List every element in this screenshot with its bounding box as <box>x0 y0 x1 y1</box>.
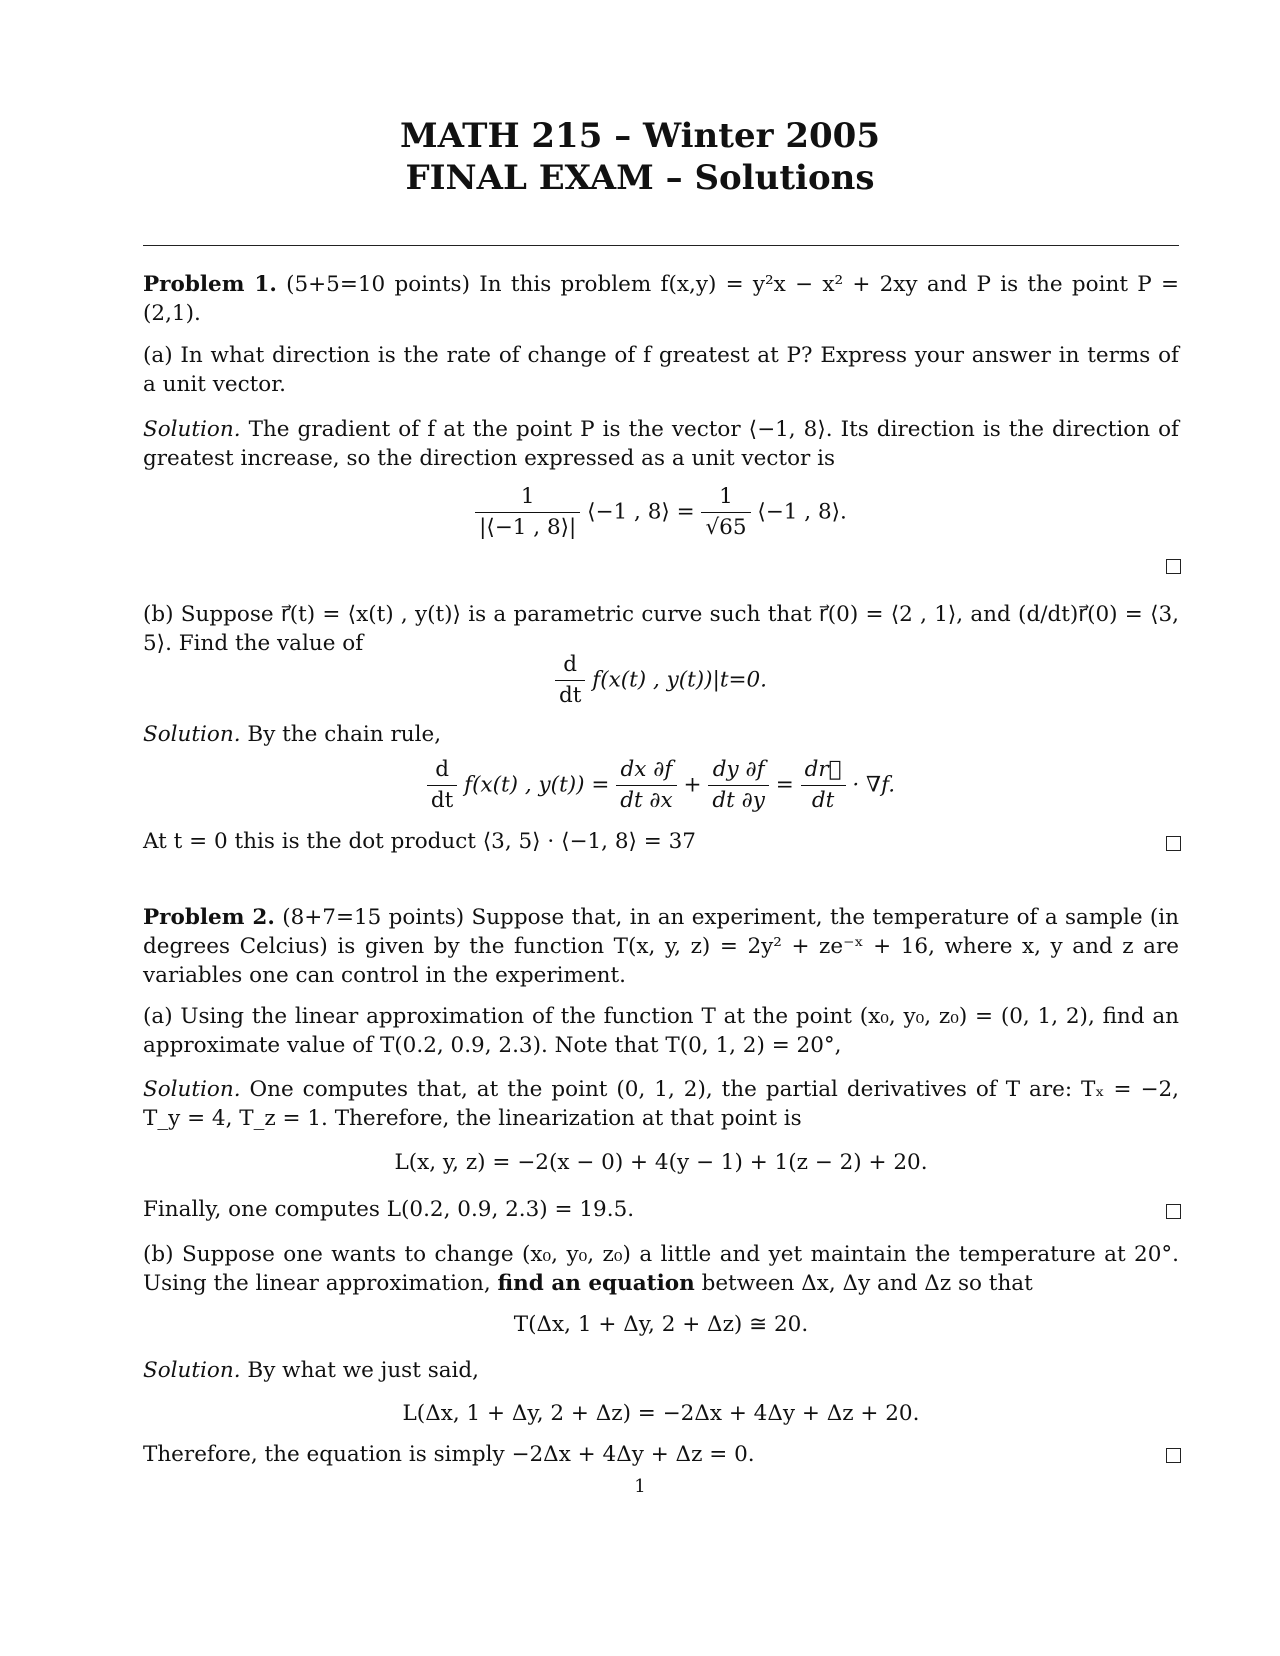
equation-linear-delta: L(Δx, 1 + Δy, 2 + Δz) = −2Δx + 4Δy + Δz + 20. <box>402 1401 920 1426</box>
problem-1a-question: (a) In what direction is the rate of change of f greatest at P? Express your answer in terms of a unit vector. <box>143 343 1179 397</box>
problem-2a-result: Finally, one computes L(0.2, 0.9, 2.3) = 19.5. <box>143 1197 635 1222</box>
solution-1a-text: The gradient of f at the point P is the vector ⟨−1, 8⟩. Its direction is the direction of greatest increase, so the direction expressed as a unit vector is <box>143 417 1179 471</box>
qed-box <box>1166 1448 1181 1463</box>
problem-1-statement: (5+5=10 points) In this problem f(x,y) = y²x − x² + 2xy and P is the point P = (2,1). <box>143 272 1179 326</box>
solution-label: Solution. <box>143 1358 241 1383</box>
problem-1-heading: Problem 1. <box>143 272 277 297</box>
equation-temperature-condition: T(Δx, 1 + Δy, 2 + Δz) ≅ 20. <box>513 1312 809 1337</box>
problem-1-intro <box>143 270 1179 328</box>
fraction-2: $\frac{1}{√65}$ <box>701 482 750 543</box>
equation-chain-rule: $\frac{d}{dt}$ f(x(t) , y(t)) = $\frac{dx \partial f}{dt \partial x}$ + $\frac{dy \partial f}{dt \partial y}$ = $\frac{dr⃗}{dt}$ · ∇f. <box>143 755 1179 816</box>
header-divider <box>143 245 1179 246</box>
problem-2b-result: Therefore, the equation is simply −2Δx + 4Δy + Δz = 0. <box>143 1442 755 1467</box>
problem-2-heading: Problem 2. <box>143 905 275 930</box>
solution-label: Solution. <box>143 1077 241 1102</box>
problem-2-intro <box>143 903 1179 990</box>
title-line-2: FINAL EXAM – Solutions <box>405 158 875 198</box>
problem-1b-result: At t = 0 this is the dot product ⟨3, 5⟩ · ⟨−1, 8⟩ = 37 <box>143 829 696 854</box>
solution-label: Solution. <box>143 417 241 442</box>
problem-1b-solution: Solution. By the chain rule, <box>143 722 442 747</box>
solution-label: Solution. <box>143 722 241 747</box>
equation-linearization: L(x, y, z) = −2(x − 0) + 4(y − 1) + 1(z − 2) + 20. <box>394 1150 928 1175</box>
problem-1a-solution <box>143 415 1179 473</box>
problem-2a-question: (a) Using the linear approximation of the function T at the point (x₀, y₀, z₀) = (0, 1, 2), find an approximate value of T(0.2, 0.9, 2.3). Note that T(0, 1, 2) = 20°, <box>143 1004 1179 1058</box>
problem-2-statement: (8+7=15 points) Suppose that, in an experiment, the temperature of a sample (in degrees Celcius) is given by the function T(x, y, z) = 2y² + ze⁻ˣ + 16, where x, y and z are variables one can control in the experiment. <box>143 905 1179 988</box>
problem-2b-solution: Solution. By what we just said, <box>143 1358 480 1383</box>
problem-2b-question: (b) Suppose one wants to change (x₀, y₀, z₀) a little and yet maintain the temperature at 20°. Using the linear approximation, find an equation between Δx, Δy and Δz so that <box>143 1242 1179 1296</box>
fraction-1: $\frac{1}{|⟨-1 , 8⟩|}$ <box>475 482 580 543</box>
page-number: 1 <box>634 1476 646 1497</box>
title-line-1: MATH 215 – Winter 2005 <box>399 116 880 156</box>
equation-derivative-target: $\frac{d}{dt}$ f(x(t) , y(t))|t=0. <box>143 650 1179 711</box>
qed-box <box>1166 559 1181 574</box>
problem-2a-solution: Solution. One computes that, at the point (0, 1, 2), the partial derivatives of T are: Tₓ = −2, T_y = 4, T_z = 1. Therefore, the linearization at that point is <box>143 1077 1179 1131</box>
problem-1b-question: (b) Suppose r⃗(t) = ⟨x(t) , y(t)⟩ is a parametric curve such that r⃗(0) = ⟨2 , 1⟩, and (d/dt)r⃗(0) = ⟨3, 5⟩. Find the value of <box>143 602 1179 656</box>
qed-box <box>1166 1204 1181 1219</box>
qed-box <box>1166 836 1181 851</box>
equation-unit-vector: $\frac{1}{|⟨-1 , 8⟩|}$ ⟨−1 , 8⟩ = $\frac{1}{√65}$ ⟨−1 , 8⟩. <box>143 482 1179 543</box>
